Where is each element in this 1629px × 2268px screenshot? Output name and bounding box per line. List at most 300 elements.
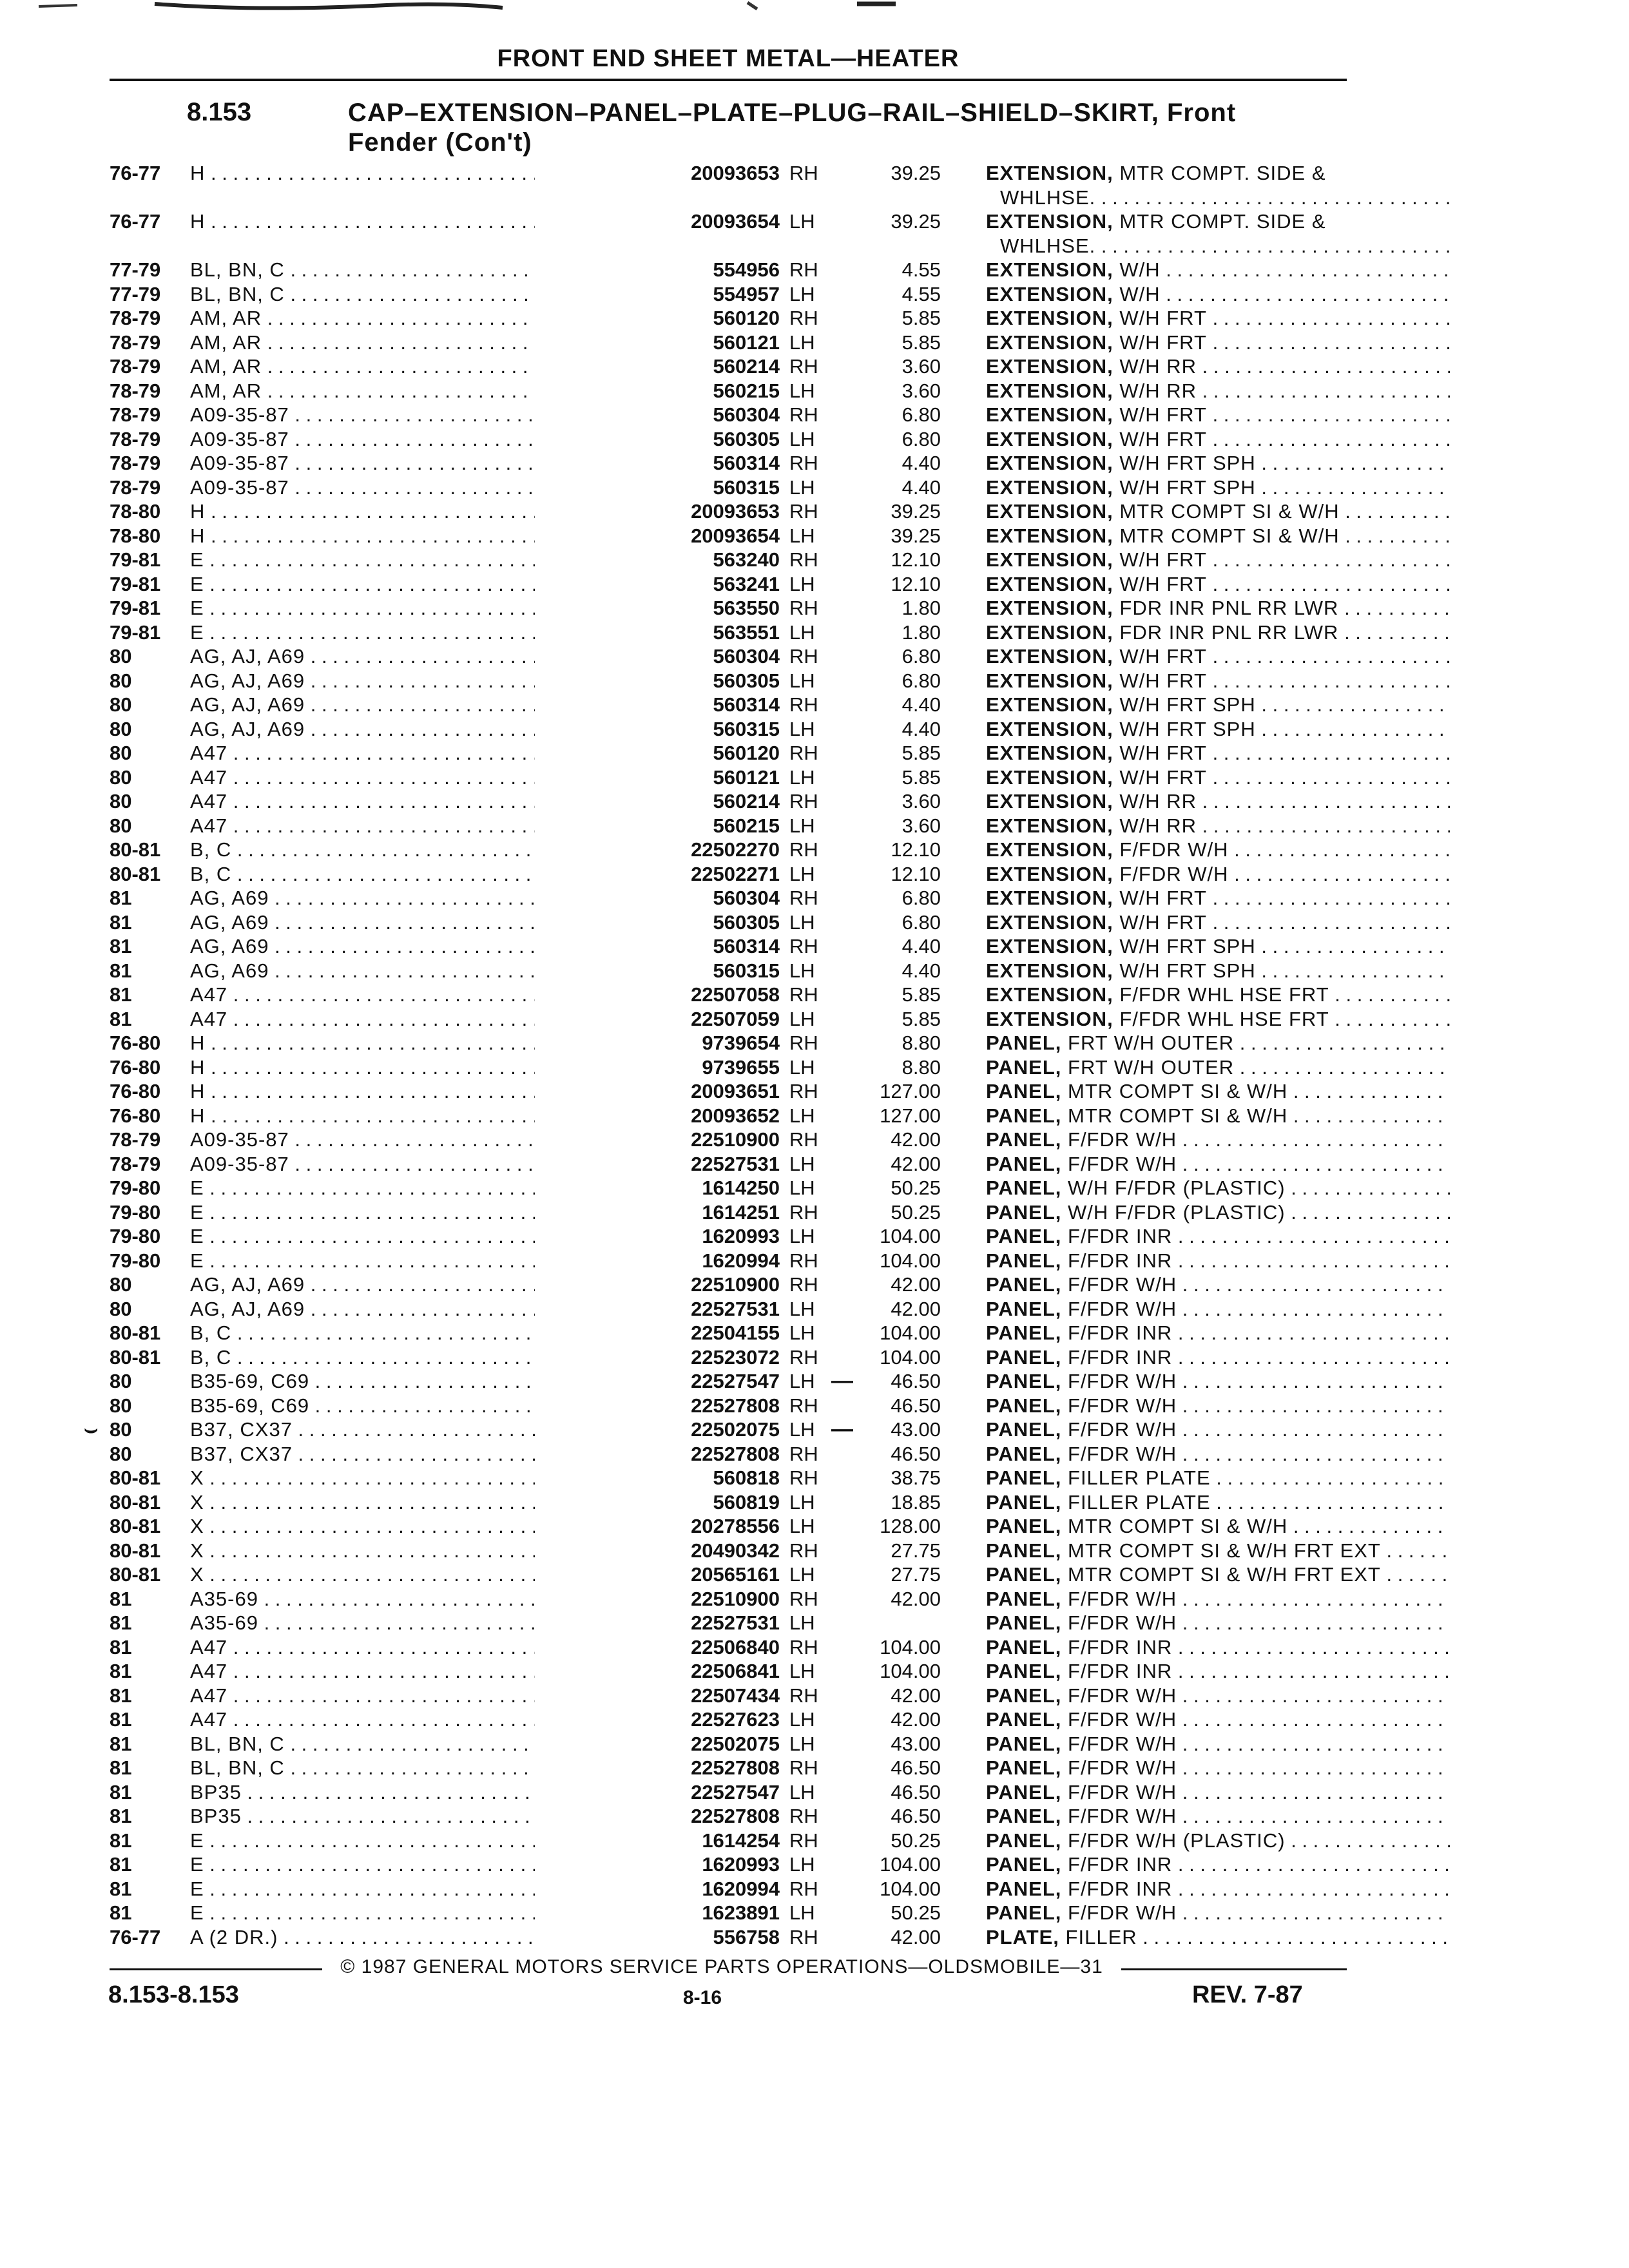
row-part-number: 22527808 (535, 1756, 780, 1780)
row-year: 81 (110, 983, 132, 1006)
row-description-rest: F/FDR INR (1061, 1249, 1173, 1272)
row-price: 5.85 (901, 765, 941, 789)
row-model: H . . . (190, 499, 635, 524)
row-year: 80-81 (110, 1345, 161, 1369)
row-description (986, 983, 1450, 1007)
row-description-line (986, 1707, 1450, 1732)
row-model: BL, BN, C . . . (190, 258, 635, 282)
row-description (986, 1539, 1450, 1563)
row-description-rest: F/FDR INR (1061, 1660, 1173, 1682)
row-description-line (986, 1562, 1450, 1587)
row-description-rest: F/FDR INR (1061, 1635, 1173, 1658)
row-part-number: 554957 (535, 282, 780, 307)
row-side: LH (789, 620, 815, 644)
row-year: 81 (110, 935, 132, 957)
row-description-rest: FILLER PLATE (1061, 1490, 1211, 1514)
row-part-number: 22507059 (535, 1007, 780, 1032)
row-description-name: EXTENSION, (986, 572, 1113, 595)
row-side: RH (789, 1249, 818, 1272)
row-description-rest: MTR COMPT SI & W/H (1113, 500, 1340, 523)
row-price: 43.00 (891, 1732, 941, 1755)
row-model: A35-69 . . . (190, 1587, 635, 1611)
row-price: 46.50 (891, 1805, 941, 1827)
row-price: 42.00 (891, 1273, 941, 1296)
row-price: 104.00 (880, 1249, 941, 1272)
row-side: LH (789, 1901, 815, 1924)
row-description-name: EXTENSION, (986, 162, 1113, 184)
row-description-rest: F/FDR W/H (1061, 1442, 1177, 1465)
row-description-rest: W/H RR (1113, 379, 1197, 402)
row-model: B37, CX37 . . . (190, 1442, 635, 1466)
row-description-line (986, 1369, 1450, 1394)
table-row (110, 209, 1347, 258)
row-description-line (986, 765, 1450, 790)
table-row (110, 983, 1347, 1007)
table-row (110, 1732, 1347, 1756)
row-description (986, 1611, 1450, 1635)
row-description (986, 572, 1450, 597)
row-price: 104.00 (880, 1635, 941, 1658)
table-row (110, 669, 1347, 693)
row-description-name: PANEL, (986, 1756, 1062, 1779)
row-model: BL, BN, C . . . (190, 282, 635, 307)
table-row (110, 959, 1347, 983)
row-year: 78-79 (110, 427, 161, 450)
row-part-number: 22527531 (535, 1611, 780, 1635)
row-model: E . . . (190, 572, 635, 597)
row-description-line (986, 1394, 1450, 1418)
row-description-rest: F/FDR INR (1061, 1345, 1173, 1369)
revision-mark: — (831, 1417, 853, 1441)
row-price: 42.00 (891, 1587, 941, 1610)
row-year: 80 (110, 1273, 132, 1296)
table-row (110, 1152, 1347, 1177)
row-year: 80 (110, 717, 132, 740)
table-row (110, 1345, 1347, 1370)
row-model: BL, BN, C . . . (190, 1756, 635, 1780)
row-description-line (986, 1079, 1450, 1104)
row-description-line (986, 717, 1450, 742)
row-part-number: 560315 (535, 959, 780, 983)
scan-artifact-marks (0, 0, 1629, 26)
row-description (986, 1442, 1450, 1466)
row-description (986, 451, 1450, 476)
row-description-line (986, 476, 1450, 500)
row-description-line (986, 524, 1450, 548)
row-year: 81 (110, 1007, 132, 1030)
row-side: RH (789, 983, 818, 1006)
row-part-number: 22502271 (535, 862, 780, 887)
row-description (986, 741, 1450, 765)
row-price: 46.50 (891, 1780, 941, 1803)
row-description-line (986, 1176, 1450, 1200)
row-price: 46.50 (891, 1756, 941, 1779)
row-description-rest: MTR COMPT SI & W/H FRT EXT (1061, 1563, 1381, 1586)
row-model: A47 . . . (190, 1684, 635, 1708)
row-description-rest: MTR COMPT SI & W/H (1061, 1515, 1288, 1537)
table-row (110, 1273, 1347, 1297)
row-side: RH (789, 307, 818, 329)
table-row (110, 741, 1347, 765)
row-side: RH (789, 1080, 818, 1102)
row-description (986, 1732, 1450, 1756)
row-description-name: PANEL, (986, 1708, 1062, 1731)
row-year: 81 (110, 910, 132, 934)
row-year: 80-81 (110, 1563, 161, 1586)
row-part-number: 560314 (535, 934, 780, 959)
table-row (110, 1684, 1347, 1708)
row-description (986, 1369, 1450, 1394)
row-description-line (986, 886, 1450, 910)
table-row (110, 1490, 1347, 1515)
parts-list (84, 161, 1381, 1949)
row-description-name: PANEL, (986, 1780, 1062, 1803)
row-description-line (986, 693, 1450, 717)
row-model: E . . . (190, 1176, 635, 1200)
row-model: A47 . . . (190, 1635, 635, 1660)
row-price: 5.85 (901, 307, 941, 329)
row-description-line (986, 1466, 1450, 1490)
table-row (110, 1877, 1347, 1901)
row-description-rest: W/H FRT (1113, 572, 1207, 595)
row-price: 6.80 (901, 403, 941, 426)
row-year: 80 (110, 742, 132, 764)
row-description-rest: FILLER PLATE (1061, 1466, 1211, 1489)
row-description (986, 1852, 1450, 1877)
row-year: 78-80 (110, 500, 161, 523)
row-side: RH (789, 887, 818, 909)
row-year: 79-81 (110, 620, 161, 644)
row-side: LH (789, 1007, 815, 1030)
row-price: 6.80 (901, 887, 941, 909)
table-row (110, 693, 1347, 717)
row-year: 78-80 (110, 524, 161, 547)
row-model: BP35 . . . (190, 1780, 635, 1805)
row-part-number: 22507058 (535, 983, 780, 1007)
row-description-line (986, 1756, 1450, 1780)
row-description-name: EXTENSION, (986, 500, 1113, 523)
table-row (110, 1249, 1347, 1273)
row-model: AM, AR . . . (190, 306, 635, 331)
row-description-rest: MTR COMPT SI & W/H FRT EXT (1061, 1539, 1381, 1562)
row-description-rest: F/FDR WHL HSE FRT (1113, 983, 1329, 1006)
row-year: 81 (110, 1877, 132, 1900)
footer-rule-right (1121, 1968, 1347, 1970)
row-description (986, 596, 1450, 620)
row-description (986, 306, 1450, 331)
row-description-line (986, 499, 1450, 524)
row-description (986, 1659, 1450, 1684)
row-year: 76-80 (110, 1032, 161, 1054)
row-description-rest: W/H FRT (1113, 403, 1207, 426)
table-row (110, 572, 1347, 597)
row-year: 81 (110, 1587, 132, 1610)
row-description (986, 1055, 1450, 1080)
row-description-name: EXTENSION, (986, 693, 1113, 716)
row-price: 50.25 (891, 1200, 941, 1224)
table-row (110, 1562, 1381, 1587)
row-description-name: PANEL, (986, 1901, 1062, 1924)
row-description-line (986, 1539, 1450, 1563)
row-description-name: PANEL, (986, 1611, 1062, 1634)
row-description-name: EXTENSION, (986, 765, 1113, 789)
row-side: LH (789, 1660, 815, 1682)
row-description-name: EXTENSION, (986, 814, 1113, 837)
row-year: 77-79 (110, 282, 161, 305)
row-model: B, C . . . (190, 862, 635, 887)
table-row (110, 379, 1347, 403)
row-price: 1.80 (901, 620, 941, 644)
row-part-number: 560120 (535, 741, 780, 765)
table-row (110, 1587, 1347, 1611)
row-model: A09-35-87 . . . (190, 427, 635, 452)
row-side: RH (789, 1466, 818, 1489)
row-description-name: PANEL, (986, 1732, 1062, 1755)
row-part-number: 560305 (535, 910, 780, 935)
row-price: 6.80 (901, 669, 941, 692)
table-row (110, 1055, 1347, 1080)
row-side: RH (789, 1273, 818, 1296)
row-part-number: 560819 (535, 1490, 780, 1515)
row-part-number: 22523072 (535, 1345, 780, 1370)
row-description (986, 209, 1450, 258)
row-description-rest: W/H RR (1113, 790, 1197, 812)
row-model: H . . . (190, 209, 635, 234)
row-description-line (986, 1684, 1450, 1708)
row-description-line (986, 789, 1450, 814)
row-description (986, 524, 1450, 548)
row-price: 104.00 (880, 1853, 941, 1876)
row-model: B, C . . . (190, 1321, 635, 1345)
row-description (986, 1128, 1450, 1152)
row-description-name: PANEL, (986, 1225, 1062, 1247)
row-price: 4.40 (901, 693, 941, 716)
table-row (110, 258, 1347, 282)
row-description-line (986, 1635, 1450, 1660)
row-year: 76-77 (110, 1925, 161, 1948)
row-description-name: EXTENSION, (986, 331, 1113, 354)
row-price: 3.60 (901, 790, 941, 812)
revision-mark-left: ⌣ (84, 1417, 99, 1441)
row-description-name: PANEL, (986, 1345, 1062, 1369)
row-part-number: 22527623 (535, 1707, 780, 1732)
row-model: AG, AJ, A69 . . . (190, 669, 635, 693)
row-description-line (986, 1804, 1450, 1829)
row-price: 127.00 (880, 1104, 941, 1127)
table-row (110, 862, 1347, 887)
row-description (986, 959, 1450, 983)
row-part-number: 560215 (535, 814, 780, 838)
row-description-rest: MTR COMPT SI & W/H (1061, 1104, 1288, 1127)
row-year: 80 (110, 693, 132, 716)
row-price: 42.00 (891, 1925, 941, 1948)
row-price: 50.25 (891, 1901, 941, 1924)
row-description-rest: F/FDR W/H (1061, 1756, 1177, 1779)
row-description-name: PANEL, (986, 1418, 1062, 1441)
row-description-continuation: WHLHSE. . . . (986, 234, 1450, 258)
row-year: 80 (110, 645, 132, 668)
row-part-number: 1620993 (535, 1224, 780, 1249)
row-description-name: EXTENSION, (986, 379, 1113, 402)
row-price: 38.75 (891, 1466, 941, 1489)
table-row (110, 814, 1347, 838)
row-description-name: PANEL, (986, 1563, 1062, 1586)
row-description (986, 1273, 1450, 1297)
row-price: 50.25 (891, 1829, 941, 1852)
row-description-rest: W/H RR (1113, 355, 1197, 378)
row-description (986, 1321, 1450, 1345)
row-description-rest: W/H FRT SPH (1113, 693, 1256, 716)
row-year: 80 (110, 765, 132, 789)
row-part-number: 560214 (535, 789, 780, 814)
row-description-rest: F/FDR INR (1061, 1877, 1173, 1900)
row-price: 4.55 (901, 258, 941, 281)
row-description-rest: W/H F/FDR (PLASTIC) (1061, 1200, 1286, 1224)
row-price: 43.00 (891, 1418, 941, 1441)
row-model: H . . . (190, 524, 635, 548)
row-year: 76-77 (110, 162, 161, 184)
row-description (986, 1829, 1450, 1853)
row-part-number: 560305 (535, 427, 780, 452)
row-description-rest: FILLER (1059, 1925, 1137, 1948)
row-price: 12.10 (891, 838, 941, 861)
row-description-name: EXTENSION, (986, 427, 1113, 450)
row-description (986, 1031, 1450, 1055)
row-description-name: PANEL, (986, 1539, 1062, 1562)
row-price: 6.80 (901, 645, 941, 668)
row-description (986, 331, 1450, 355)
row-description (986, 1490, 1450, 1515)
row-side: LH (789, 1225, 815, 1247)
row-side: LH (789, 282, 815, 305)
row-description-name: EXTENSION, (986, 910, 1113, 934)
row-description-line (986, 1128, 1450, 1152)
row-side: LH (789, 1370, 815, 1392)
row-price: 39.25 (891, 210, 941, 233)
row-description (986, 669, 1450, 693)
row-part-number: 560121 (535, 765, 780, 790)
row-description-name: EXTENSION, (986, 669, 1113, 692)
row-part-number: 20093653 (535, 499, 780, 524)
row-model: AM, AR . . . (190, 354, 635, 379)
row-description-line (986, 1490, 1450, 1515)
table-row (110, 1804, 1347, 1829)
row-side: RH (789, 742, 818, 764)
row-description-name: PANEL, (986, 1635, 1062, 1658)
row-description-name: EXTENSION, (986, 355, 1113, 378)
row-description-line (986, 741, 1450, 765)
row-part-number: 560304 (535, 644, 780, 669)
row-description (986, 1104, 1450, 1128)
row-description-name: PANEL, (986, 1370, 1062, 1392)
row-description-line (986, 862, 1450, 887)
row-year: 81 (110, 1780, 132, 1803)
row-description-line (986, 814, 1450, 838)
table-row (110, 1200, 1347, 1225)
row-description-rest: MTR COMPT. SIDE & (1113, 162, 1326, 184)
row-side: RH (789, 452, 818, 474)
row-description-line (986, 1055, 1450, 1080)
row-side: RH (789, 548, 818, 571)
row-side: LH (789, 1152, 815, 1175)
row-description-line (986, 1829, 1450, 1853)
row-description-line (986, 1273, 1450, 1297)
row-part-number: 20093652 (535, 1104, 780, 1128)
row-description-line (986, 1780, 1450, 1805)
row-description (986, 1152, 1450, 1177)
row-side: LH (789, 427, 815, 450)
row-price: 5.85 (901, 1007, 941, 1030)
row-description-rest: MTR COMPT SI & W/H (1113, 524, 1340, 547)
row-price: 104.00 (880, 1877, 941, 1900)
row-model: A09-35-87 . . . (190, 1152, 635, 1177)
row-model: X . . . (190, 1514, 635, 1539)
row-description-line (986, 1611, 1450, 1635)
row-model: AG, A69 . . . (190, 910, 635, 935)
row-price: 4.40 (901, 717, 941, 740)
row-side: LH (789, 814, 815, 837)
row-year: 81 (110, 887, 132, 909)
row-price: 4.40 (901, 935, 941, 957)
row-description-rest: F/FDR W/H (1061, 1684, 1177, 1707)
row-description-rest: MTR COMPT. SIDE & (1113, 210, 1326, 233)
row-side: RH (789, 1539, 818, 1562)
row-description (986, 1297, 1450, 1321)
row-description (986, 862, 1450, 887)
row-description-rest: F/FDR INR (1061, 1853, 1173, 1876)
row-price: 42.00 (891, 1152, 941, 1175)
row-description-line (986, 572, 1450, 597)
row-model: A09-35-87 . . . (190, 403, 635, 427)
row-part-number: 22502075 (535, 1418, 780, 1442)
row-description-line (986, 983, 1450, 1007)
row-part-number: 22527808 (535, 1394, 780, 1418)
row-side: LH (789, 765, 815, 789)
row-year: 79-80 (110, 1225, 161, 1247)
row-year: 78-79 (110, 1152, 161, 1175)
row-model: A09-35-87 . . . (190, 1128, 635, 1152)
table-row (110, 1901, 1347, 1925)
row-year: 78-79 (110, 307, 161, 329)
row-part-number: 20278556 (535, 1514, 780, 1539)
footer-copyright: © 1987 GENERAL MOTORS SERVICE PARTS OPERATIONS—OLDSMOBILE—31 (340, 1956, 1103, 1977)
row-description-rest: F/FDR W/H (1061, 1611, 1177, 1634)
row-description (986, 1925, 1450, 1950)
row-side: LH (789, 524, 815, 547)
row-price: 4.40 (901, 959, 941, 982)
row-model: E . . . (190, 1852, 635, 1877)
section-title-cont: (Con't) (445, 128, 532, 157)
row-description-line (986, 1732, 1450, 1756)
row-description (986, 1249, 1450, 1273)
row-side: RH (789, 693, 818, 716)
row-price: 4.55 (901, 282, 941, 305)
row-side: LH (789, 1611, 815, 1634)
row-side: LH (789, 1515, 815, 1537)
row-description-name: PANEL, (986, 1805, 1062, 1827)
table-row (110, 1829, 1347, 1853)
row-year: 80 (110, 1394, 132, 1417)
row-year: 80-81 (110, 1321, 161, 1344)
row-description-rest: F/FDR W/H (1113, 862, 1229, 885)
row-model: E . . . (190, 1249, 635, 1273)
row-description-line (986, 379, 1450, 403)
row-description-rest: F/FDR INR (1061, 1225, 1173, 1247)
row-description-name: PANEL, (986, 1152, 1062, 1175)
row-price: 4.40 (901, 476, 941, 499)
row-year: 80 (110, 1297, 132, 1320)
row-description-line (986, 1901, 1450, 1925)
